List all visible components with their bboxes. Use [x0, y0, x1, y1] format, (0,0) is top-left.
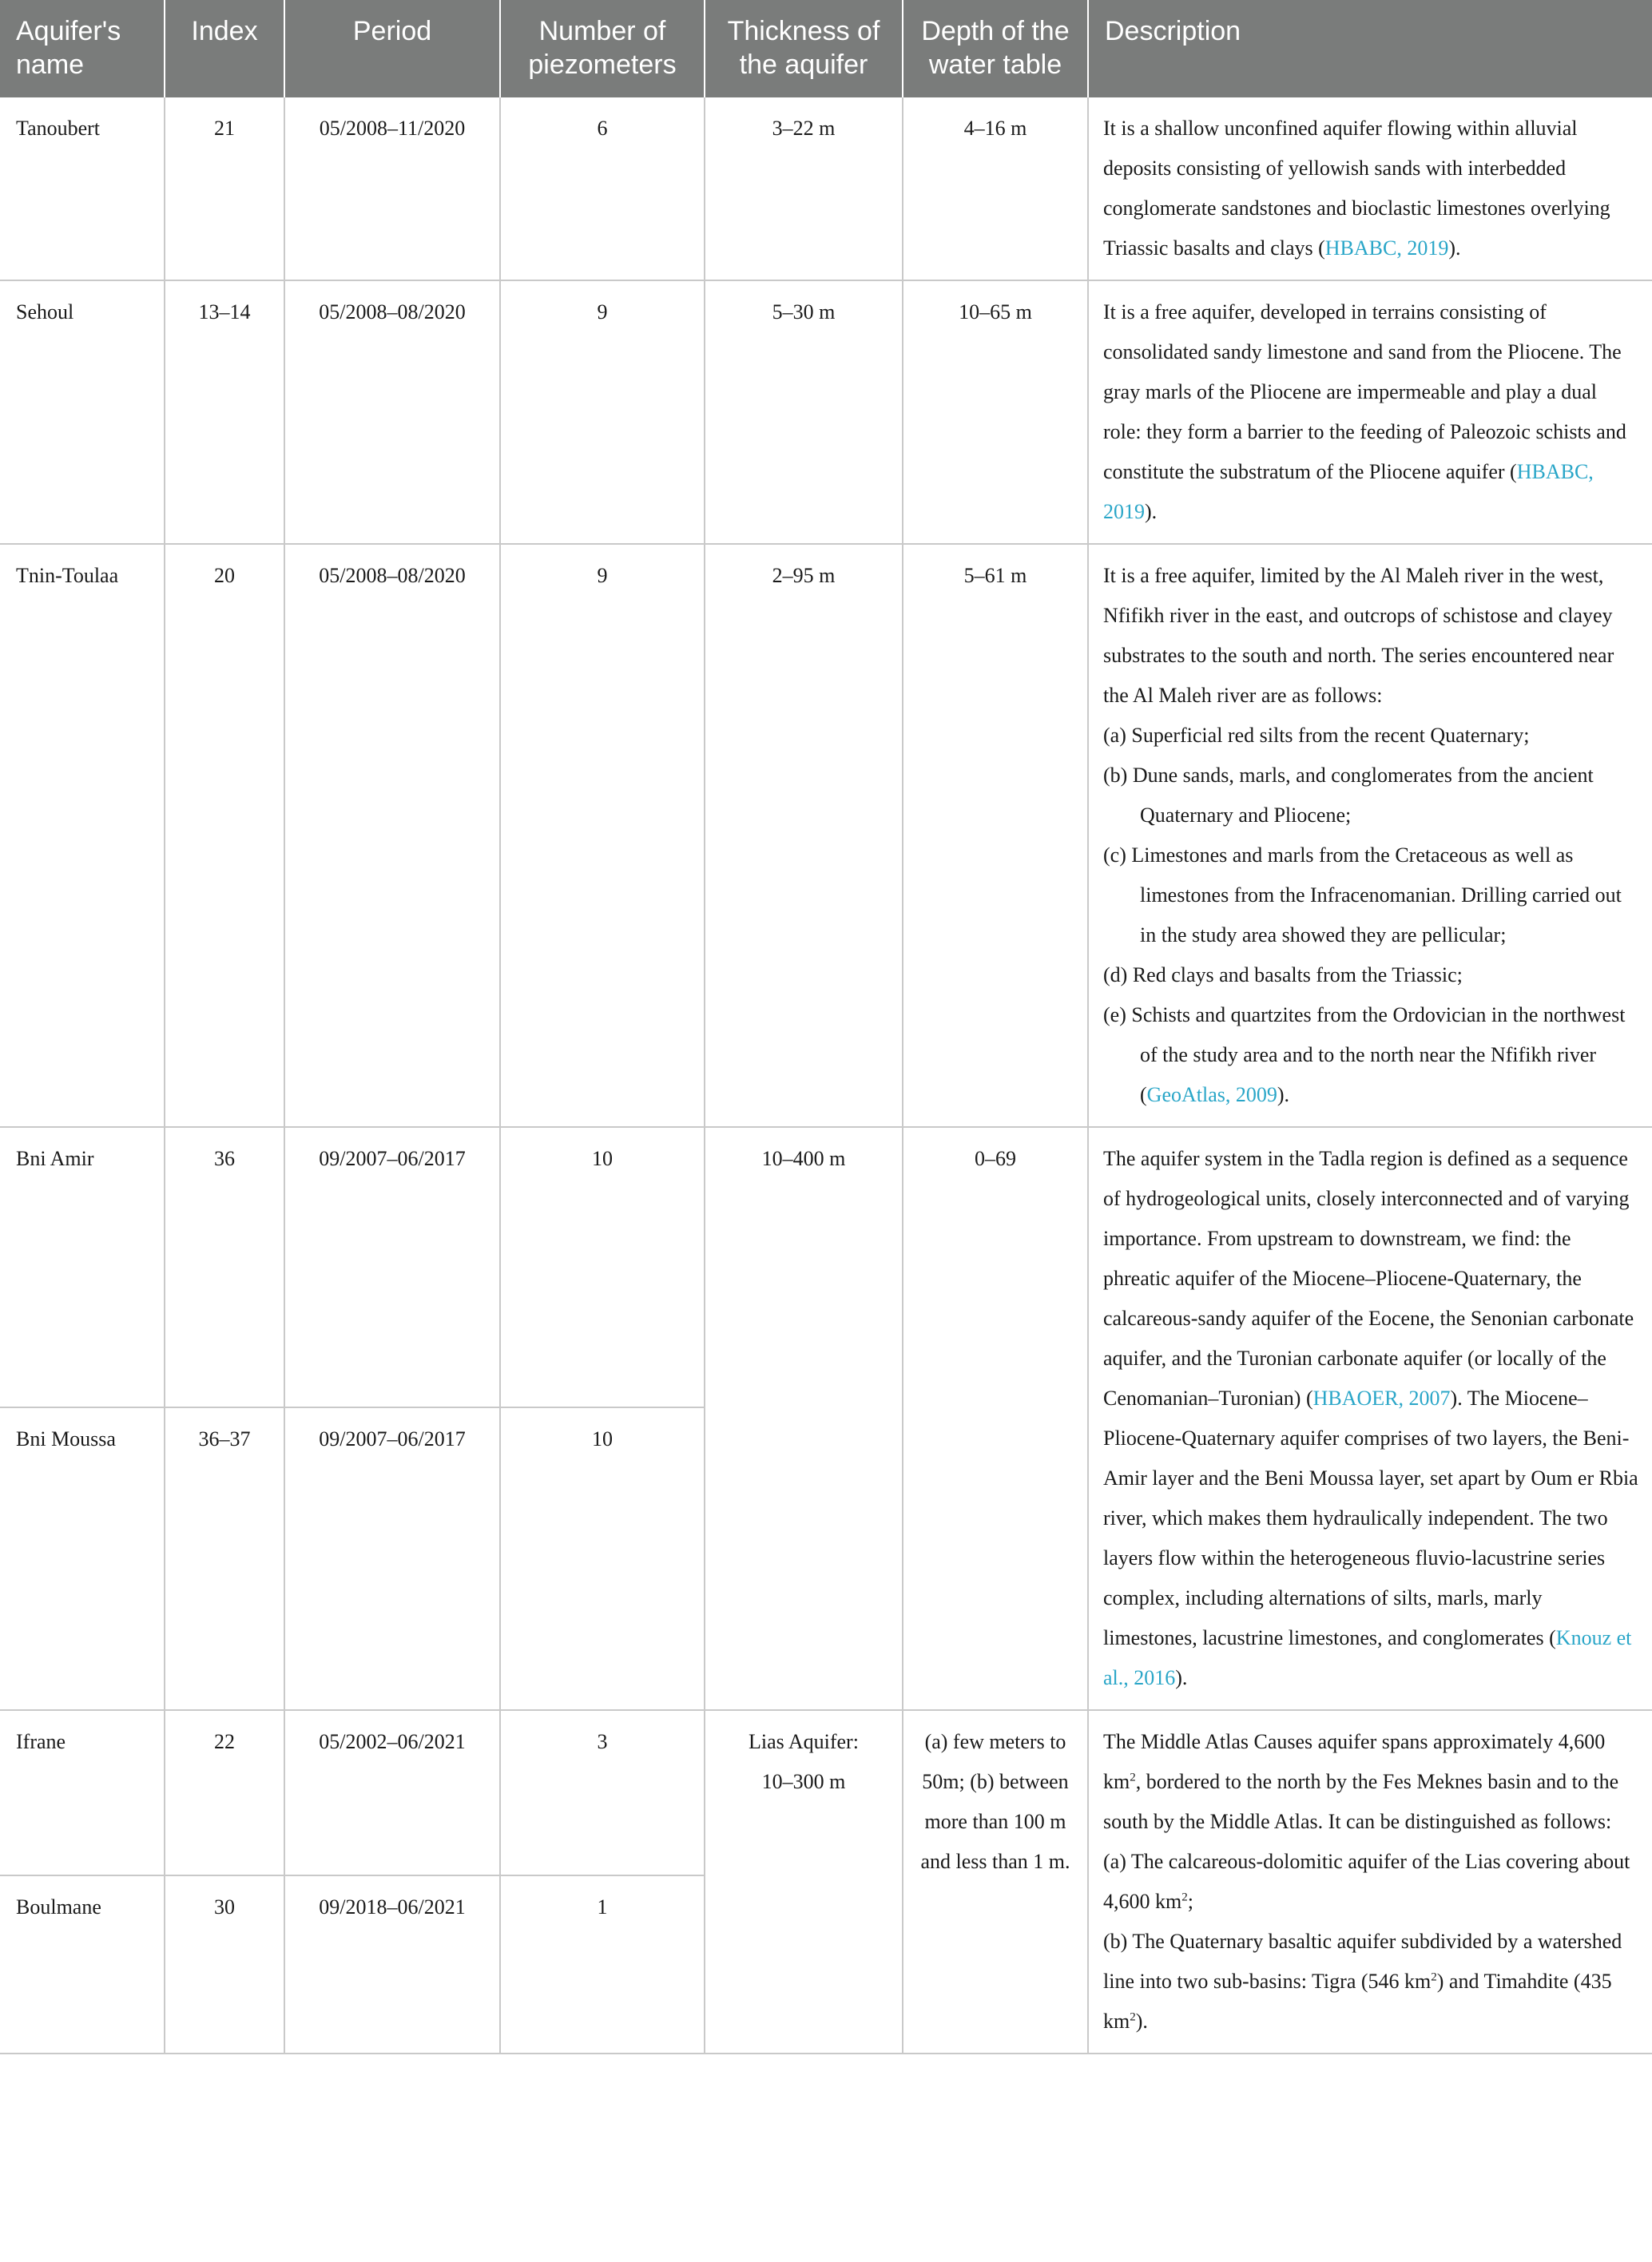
header-period: Period	[284, 0, 500, 97]
superscript: 2	[1130, 1771, 1136, 1784]
header-thickness: Thickness of the aquifer	[705, 0, 903, 97]
cell-period: 05/2008–11/2020	[284, 97, 500, 280]
list-item: (c) Limestones and marls from the Cretaceous as well as limestones from the Infracenomanian. Drilling carried out in the study area showed they are pellicular;	[1103, 843, 1622, 946]
cell-piezometers: 9	[500, 544, 705, 1127]
description-end: ).	[1448, 236, 1461, 260]
description-end: ).	[1277, 1083, 1290, 1106]
cell-thickness: 5–30 m	[705, 280, 903, 544]
cell-name: Boulmane	[0, 1875, 165, 2054]
cell-index: 21	[165, 97, 284, 280]
superscript: 2	[1431, 1970, 1437, 1984]
superscript: 2	[1181, 1891, 1188, 1904]
cell-name: Ifrane	[0, 1710, 165, 1875]
cell-name: Tnin-Toulaa	[0, 544, 165, 1127]
description-end: ).	[1175, 1666, 1188, 1689]
header-piezometers: Number of piezometers	[500, 0, 705, 97]
table-header	[0, 0, 1652, 97]
thickness-label: Lias Aquifer:	[749, 1730, 859, 1753]
description-text: The aquifer system in the Tadla region is defined as a sequence of hydrogeological units, closely interconnected and of varying importance. From upstream to downstream, we find: the phreatic aquifer of the Miocene–Pliocene-Quaternary, the calcareous-sandy aquifer of the Eocene, the Senonian carbonate aquifer, and the Turonian carbonate aquifer (or locally of the Cenomanian–Turonian) (	[1103, 1147, 1634, 1410]
cell-thickness: 3–22 m	[705, 97, 903, 280]
table-row	[0, 1710, 1652, 1875]
cell-description	[1088, 1127, 1652, 1710]
list-item	[1103, 995, 1639, 1115]
list-item: (a) Superficial red silts from the recent Quaternary;	[1103, 724, 1530, 747]
cell-piezometers: 10	[500, 1407, 705, 1710]
header-index: Index	[165, 0, 284, 97]
cell-period: 09/2007–06/2017	[284, 1127, 500, 1407]
cell-index: 22	[165, 1710, 284, 1875]
reference-link[interactable]: GeoAtlas, 2009	[1146, 1083, 1277, 1106]
reference-link[interactable]: HBAOER, 2007	[1312, 1387, 1451, 1410]
cell-piezometers: 1	[500, 1875, 705, 2054]
cell-index: 13–14	[165, 280, 284, 544]
cell-description	[1088, 544, 1652, 1127]
cell-depth: 0–69	[903, 1127, 1088, 1710]
reference-link[interactable]: HBABC, 2019	[1324, 236, 1449, 260]
superscript: 2	[1130, 2010, 1136, 2024]
cell-piezometers: 6	[500, 97, 705, 280]
cell-depth: 4–16 m	[903, 97, 1088, 280]
cell-depth: 10–65 m	[903, 280, 1088, 544]
cell-description	[1088, 280, 1652, 544]
header-row	[0, 0, 1652, 97]
thickness-value: 10–300 m	[761, 1770, 846, 1793]
list-item-text: (e) Schists and quartzites from the Ordovician in the northwest of the study area and to the north near the Nfifikh river (	[1103, 1003, 1626, 1106]
cell-name: Bni Amir	[0, 1127, 165, 1407]
list-item-text: (b) The Quaternary basaltic aquifer subdivided by a watershed line into two sub-basins: Tigra (546 km	[1103, 1930, 1622, 1993]
list-item-text: ;	[1187, 1890, 1193, 1913]
header-aquifer-name: Aquifer's name	[0, 0, 165, 97]
list-item: (b) Dune sands, marls, and conglomerates from the ancient Quaternary and Pliocene;	[1103, 764, 1594, 827]
description-text: It is a free aquifer, developed in terrains consisting of consolidated sandy limestone and sand from the Pliocene. The gray marls of the Pliocene are impermeable and play a dual role: they form a barrier to the feeding of Paleozoic schists and constitute the substratum of the Pliocene aquifer (	[1103, 300, 1626, 483]
cell-thickness: 2–95 m	[705, 544, 903, 1127]
cell-piezometers: 9	[500, 280, 705, 544]
cell-name: Sehoul	[0, 280, 165, 544]
cell-piezometers: 3	[500, 1710, 705, 1875]
cell-period: 05/2002–06/2021	[284, 1710, 500, 1875]
description-text: It is a shallow unconfined aquifer flowing within alluvial deposits consisting of yellowish sands with interbedded conglomerate sandstones and bioclastic limestones overlying Triassic basalts and clays (	[1103, 117, 1610, 260]
cell-thickness	[705, 1710, 903, 2054]
cell-index: 36	[165, 1127, 284, 1407]
header-description: Description	[1088, 0, 1652, 97]
reference-link[interactable]: HBABC, 2019	[1103, 460, 1594, 523]
cell-index: 30	[165, 1875, 284, 2054]
cell-period: 05/2008–08/2020	[284, 280, 500, 544]
cell-index: 36–37	[165, 1407, 284, 1710]
list-item-text: ) and Timahdite (435 km	[1103, 1970, 1612, 2033]
table-row	[0, 544, 1652, 1127]
cell-period: 05/2008–08/2020	[284, 544, 500, 1127]
cell-depth: (a) few meters to 50m; (b) between more than 100 m and less than 1 m.	[903, 1710, 1088, 2054]
list-item: (d) Red clays and basalts from the Triassic;	[1103, 963, 1463, 986]
table-row	[0, 97, 1652, 280]
list-item-text: (a) The calcareous-dolomitic aquifer of the Lias covering about 4,600 km	[1103, 1850, 1630, 1913]
description-text: The Middle Atlas Causes aquifer spans approximately 4,600 km	[1103, 1730, 1606, 1793]
cell-piezometers: 10	[500, 1127, 705, 1407]
cell-thickness: 10–400 m	[705, 1127, 903, 1710]
description-text: , bordered to the north by the Fes Meknes basin and to the south by the Middle Atlas. It can be distinguished as follows:	[1103, 1770, 1619, 1833]
description-end: ).	[1145, 500, 1158, 523]
header-depth: Depth of the water table	[903, 0, 1088, 97]
cell-name: Bni Moussa	[0, 1407, 165, 1710]
reference-link[interactable]: Knouz et al., 2016	[1103, 1626, 1632, 1689]
description-text: It is a free aquifer, limited by the Al Maleh river in the west, Nfifikh river in the east, and outcrops of schistose and clayey substrates to the south and north. The series encountered near the Al Maleh river are as follows:	[1103, 564, 1614, 707]
cell-period: 09/2018–06/2021	[284, 1875, 500, 2054]
cell-description	[1088, 97, 1652, 280]
cell-period: 09/2007–06/2017	[284, 1407, 500, 1710]
description-text: ). The Miocene–Pliocene-Quaternary aquifer comprises of two layers, the Beni-Amir layer and the Beni Moussa layer, set apart by Oum er Rbia river, which makes them hydraulically independent. The two layers flow within the heterogeneous fluvio-lacustrine series complex, including alternations of silts, marls, marly limestones, lacustrine limestones, and conglomerates (	[1103, 1387, 1638, 1649]
table-row	[0, 1127, 1652, 1407]
cell-depth: 5–61 m	[903, 544, 1088, 1127]
table-row	[0, 280, 1652, 544]
cell-description	[1088, 1710, 1652, 2054]
list-item-text: ).	[1135, 2010, 1148, 2033]
cell-index: 20	[165, 544, 284, 1127]
cell-name: Tanoubert	[0, 97, 165, 280]
